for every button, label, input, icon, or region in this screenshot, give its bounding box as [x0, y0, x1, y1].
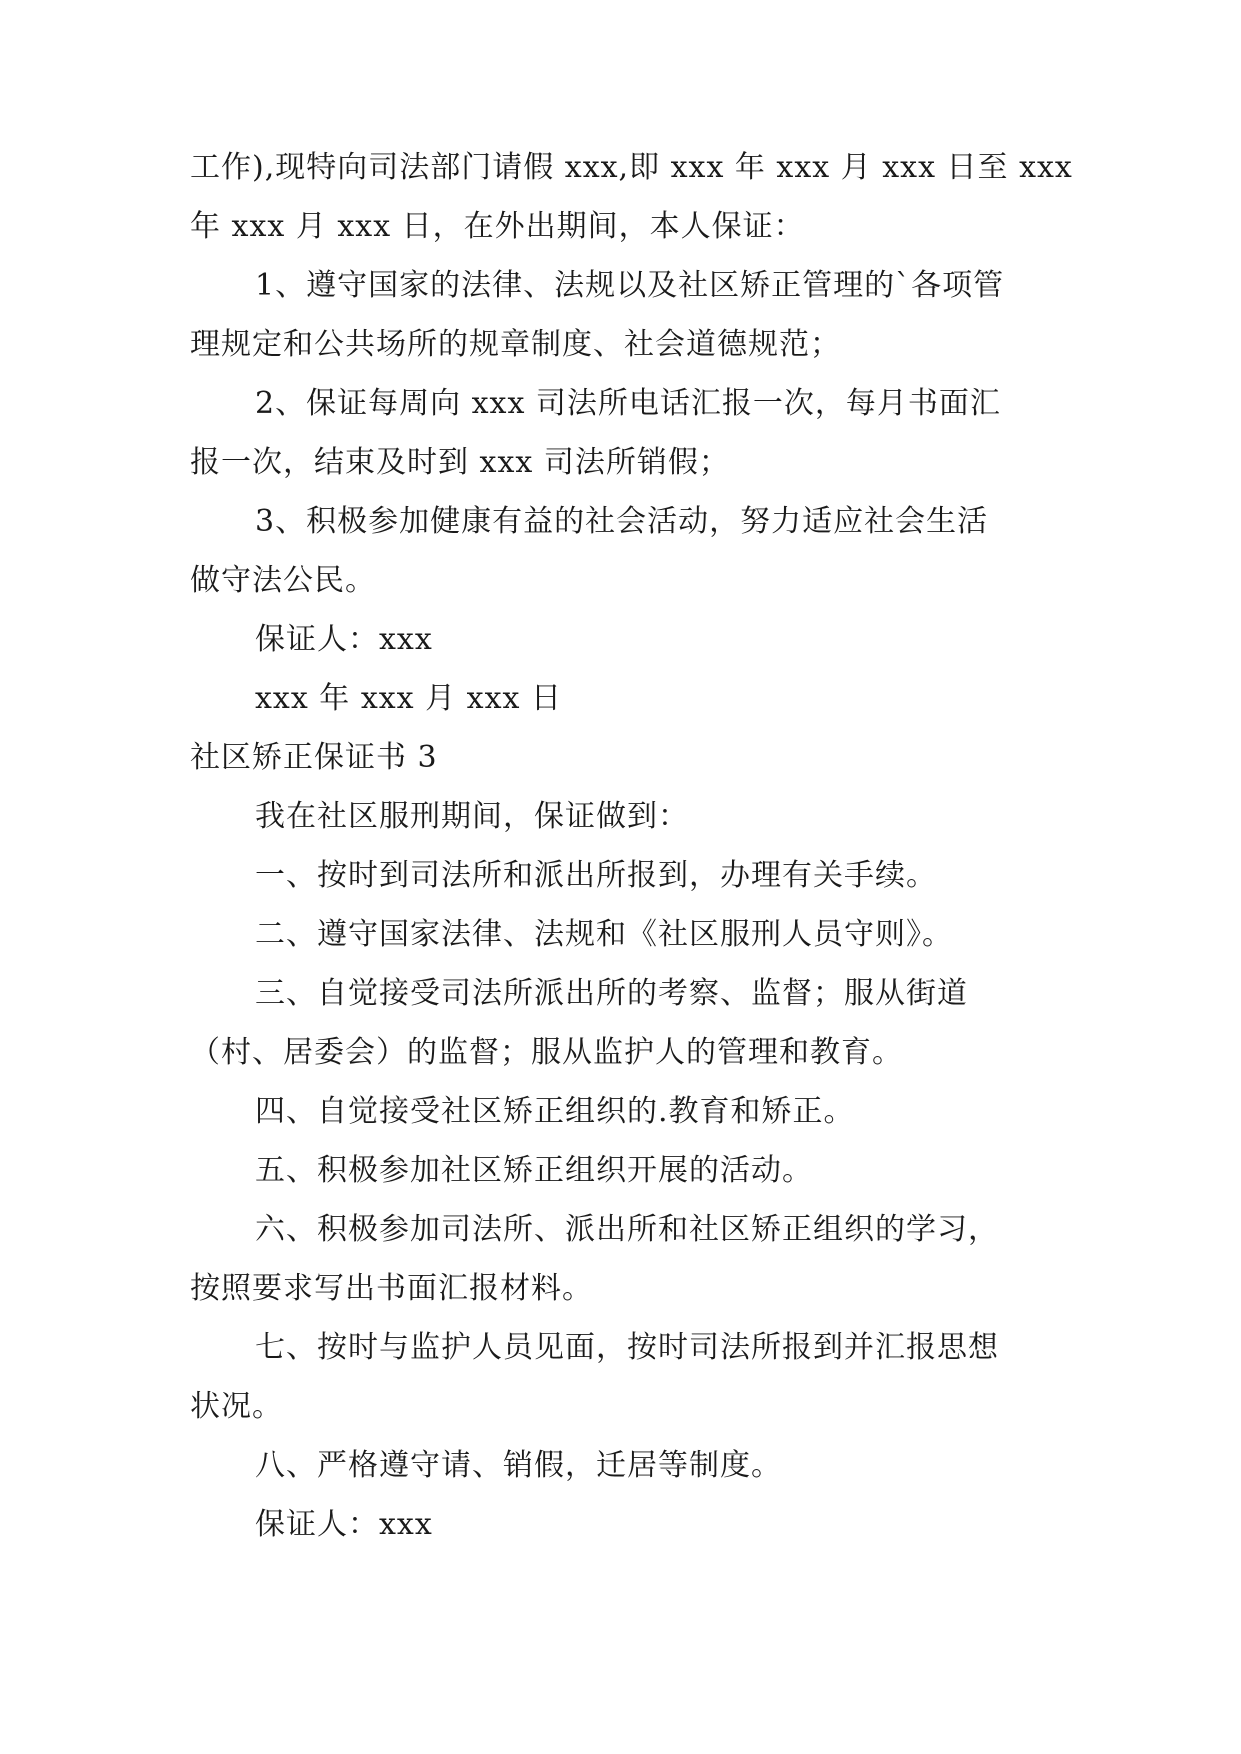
text-line: 四、自觉接受社区矫正组织的.教育和矫正。 — [255, 1094, 855, 1129]
text-line: 三、自觉接受司法所派出所的考察、监督；服从街道 — [255, 976, 968, 1011]
text-line: 五、积极参加社区矫正组织开展的活动。 — [255, 1153, 813, 1188]
signer-line: 保证人：xxx — [255, 622, 433, 657]
text-line: 3、积极参加健康有益的社会活动，努力适应社会生活 — [255, 504, 989, 539]
text-line: 年 xxx 月 xxx 日，在外出期间，本人保证： — [190, 209, 805, 244]
text-line: 报一次，结束及时到 xxx 司法所销假； — [190, 445, 730, 480]
text-line: 工作),现特向司法部门请假 xxx,即 xxx 年 xxx 月 xxx 日至 xxx — [190, 150, 1073, 185]
text-line: 状况。 — [190, 1389, 283, 1424]
text-line: 我在社区服刑期间，保证做到： — [255, 799, 689, 834]
text-line: 六、积极参加司法所、派出所和社区矫正组织的学习， — [255, 1212, 999, 1247]
text-line: 做守法公民。 — [190, 563, 376, 598]
text-line: 理规定和公共场所的规章制度、社会道德规范； — [190, 327, 841, 362]
text-line: 1、遵守国家的法律、法规以及社区矫正管理的`各项管 — [255, 268, 1005, 303]
text-line: 按照要求写出书面汇报材料。 — [190, 1271, 593, 1306]
text-line: 八、严格遵守请、销假，迁居等制度。 — [255, 1448, 782, 1483]
text-line: 二、遵守国家法律、法规和《社区服刑人员守则》。 — [255, 917, 953, 952]
text-line: 七、按时与监护人员见面，按时司法所报到并汇报思想 — [255, 1330, 999, 1365]
section-heading: 社区矫正保证书 3 — [190, 740, 438, 775]
text-line: 2、保证每周向 xxx 司法所电话汇报一次，每月书面汇 — [255, 386, 1001, 421]
text-line: 一、按时到司法所和派出所报到，办理有关手续。 — [255, 858, 937, 893]
text-line: （村、居委会）的监督；服从监护人的管理和教育。 — [190, 1035, 903, 1070]
date-line: xxx 年 xxx 月 xxx 日 — [255, 681, 562, 716]
signer-line: 保证人：xxx — [255, 1507, 433, 1542]
